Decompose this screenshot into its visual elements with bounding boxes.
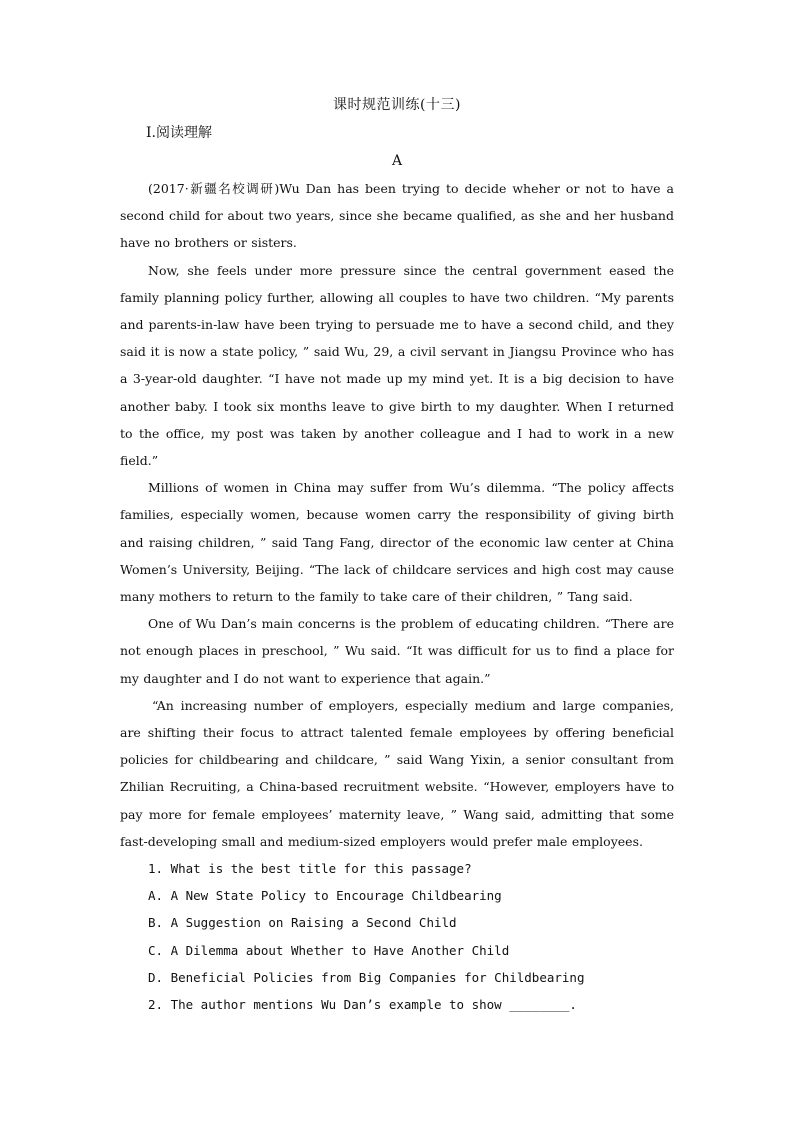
passage-paragraph: (2017·新疆名校调研)Wu Dan has been trying to decide wheher or not to have a second child for about two years, since she became qualified, as she and her husband have no brothers or sisters. [120, 181, 674, 251]
answer-option: B. A Suggestion on Raising a Second Child [148, 915, 457, 931]
passage-paragraph: “An increasing number of employers, especially medium and large companies, are shifting their focus to attract talented female employees by offering beneficial policies for childbearing and childcare, ” said Wang Yixin, a senior consultant from Zhilian Recruiting, a China-based recruitment website. “However, employers have to pay more for female employees’ maternity leave, ” Wang said, admitting that some fast-developing small and medium-sized employers would prefer male employees. [120, 697, 674, 849]
question-stem: 1. What is the best title for this passage? [148, 861, 472, 877]
answer-option: C. A Dilemma about Whether to Have Another Child [148, 942, 510, 958]
page-title: 课时规范训练(十三) [333, 97, 461, 113]
answer-option: D. Beneficial Policies from Big Companies for Childbearing [148, 969, 585, 985]
passage-letter: A [391, 153, 403, 169]
passage-paragraph: One of Wu Dan’s main concerns is the problem of educating children. “There are not enough places in preschool, ” Wu said. “It was difficult for us to find a place for my daughter and I do not want to experience that again.” [120, 616, 674, 686]
section-heading: Ⅰ.阅读理解 [146, 125, 212, 141]
answer-option: A. A New State Policy to Encourage Childbearing [148, 888, 502, 904]
question-stem: 2. The author mentions Wu Dan’s example to show ________. [148, 997, 577, 1013]
passage-paragraph: Now, she feels under more pressure since the central government eased the family planning policy further, allowing all couples to have two children. “My parents and parents-in-law have been trying to persuade me to have a second child, and they said it is now a state policy, ” said Wu, 29, a civil servant in Jiangsu Province who has a 3-year-old daughter. “I have not made up my mind yet. It is a big decision to have another baby. I took six months leave to give birth to my daughter. When I returned to the office, my post was taken by another colleague and I had to work in a new field.” [120, 262, 674, 469]
passage-paragraph: Millions of women in China may suffer from Wu’s dilemma. “The policy affects families, especially women, because women carry the responsibility of giving birth and raising children, ” said Tang Fang, director of the economic law center at China Women’s University, Beijing. “The lack of childcare services and high cost may cause many mothers to return to the family to take care of their children, ” Tang said. [120, 480, 674, 605]
passage-body [120, 175, 674, 1018]
